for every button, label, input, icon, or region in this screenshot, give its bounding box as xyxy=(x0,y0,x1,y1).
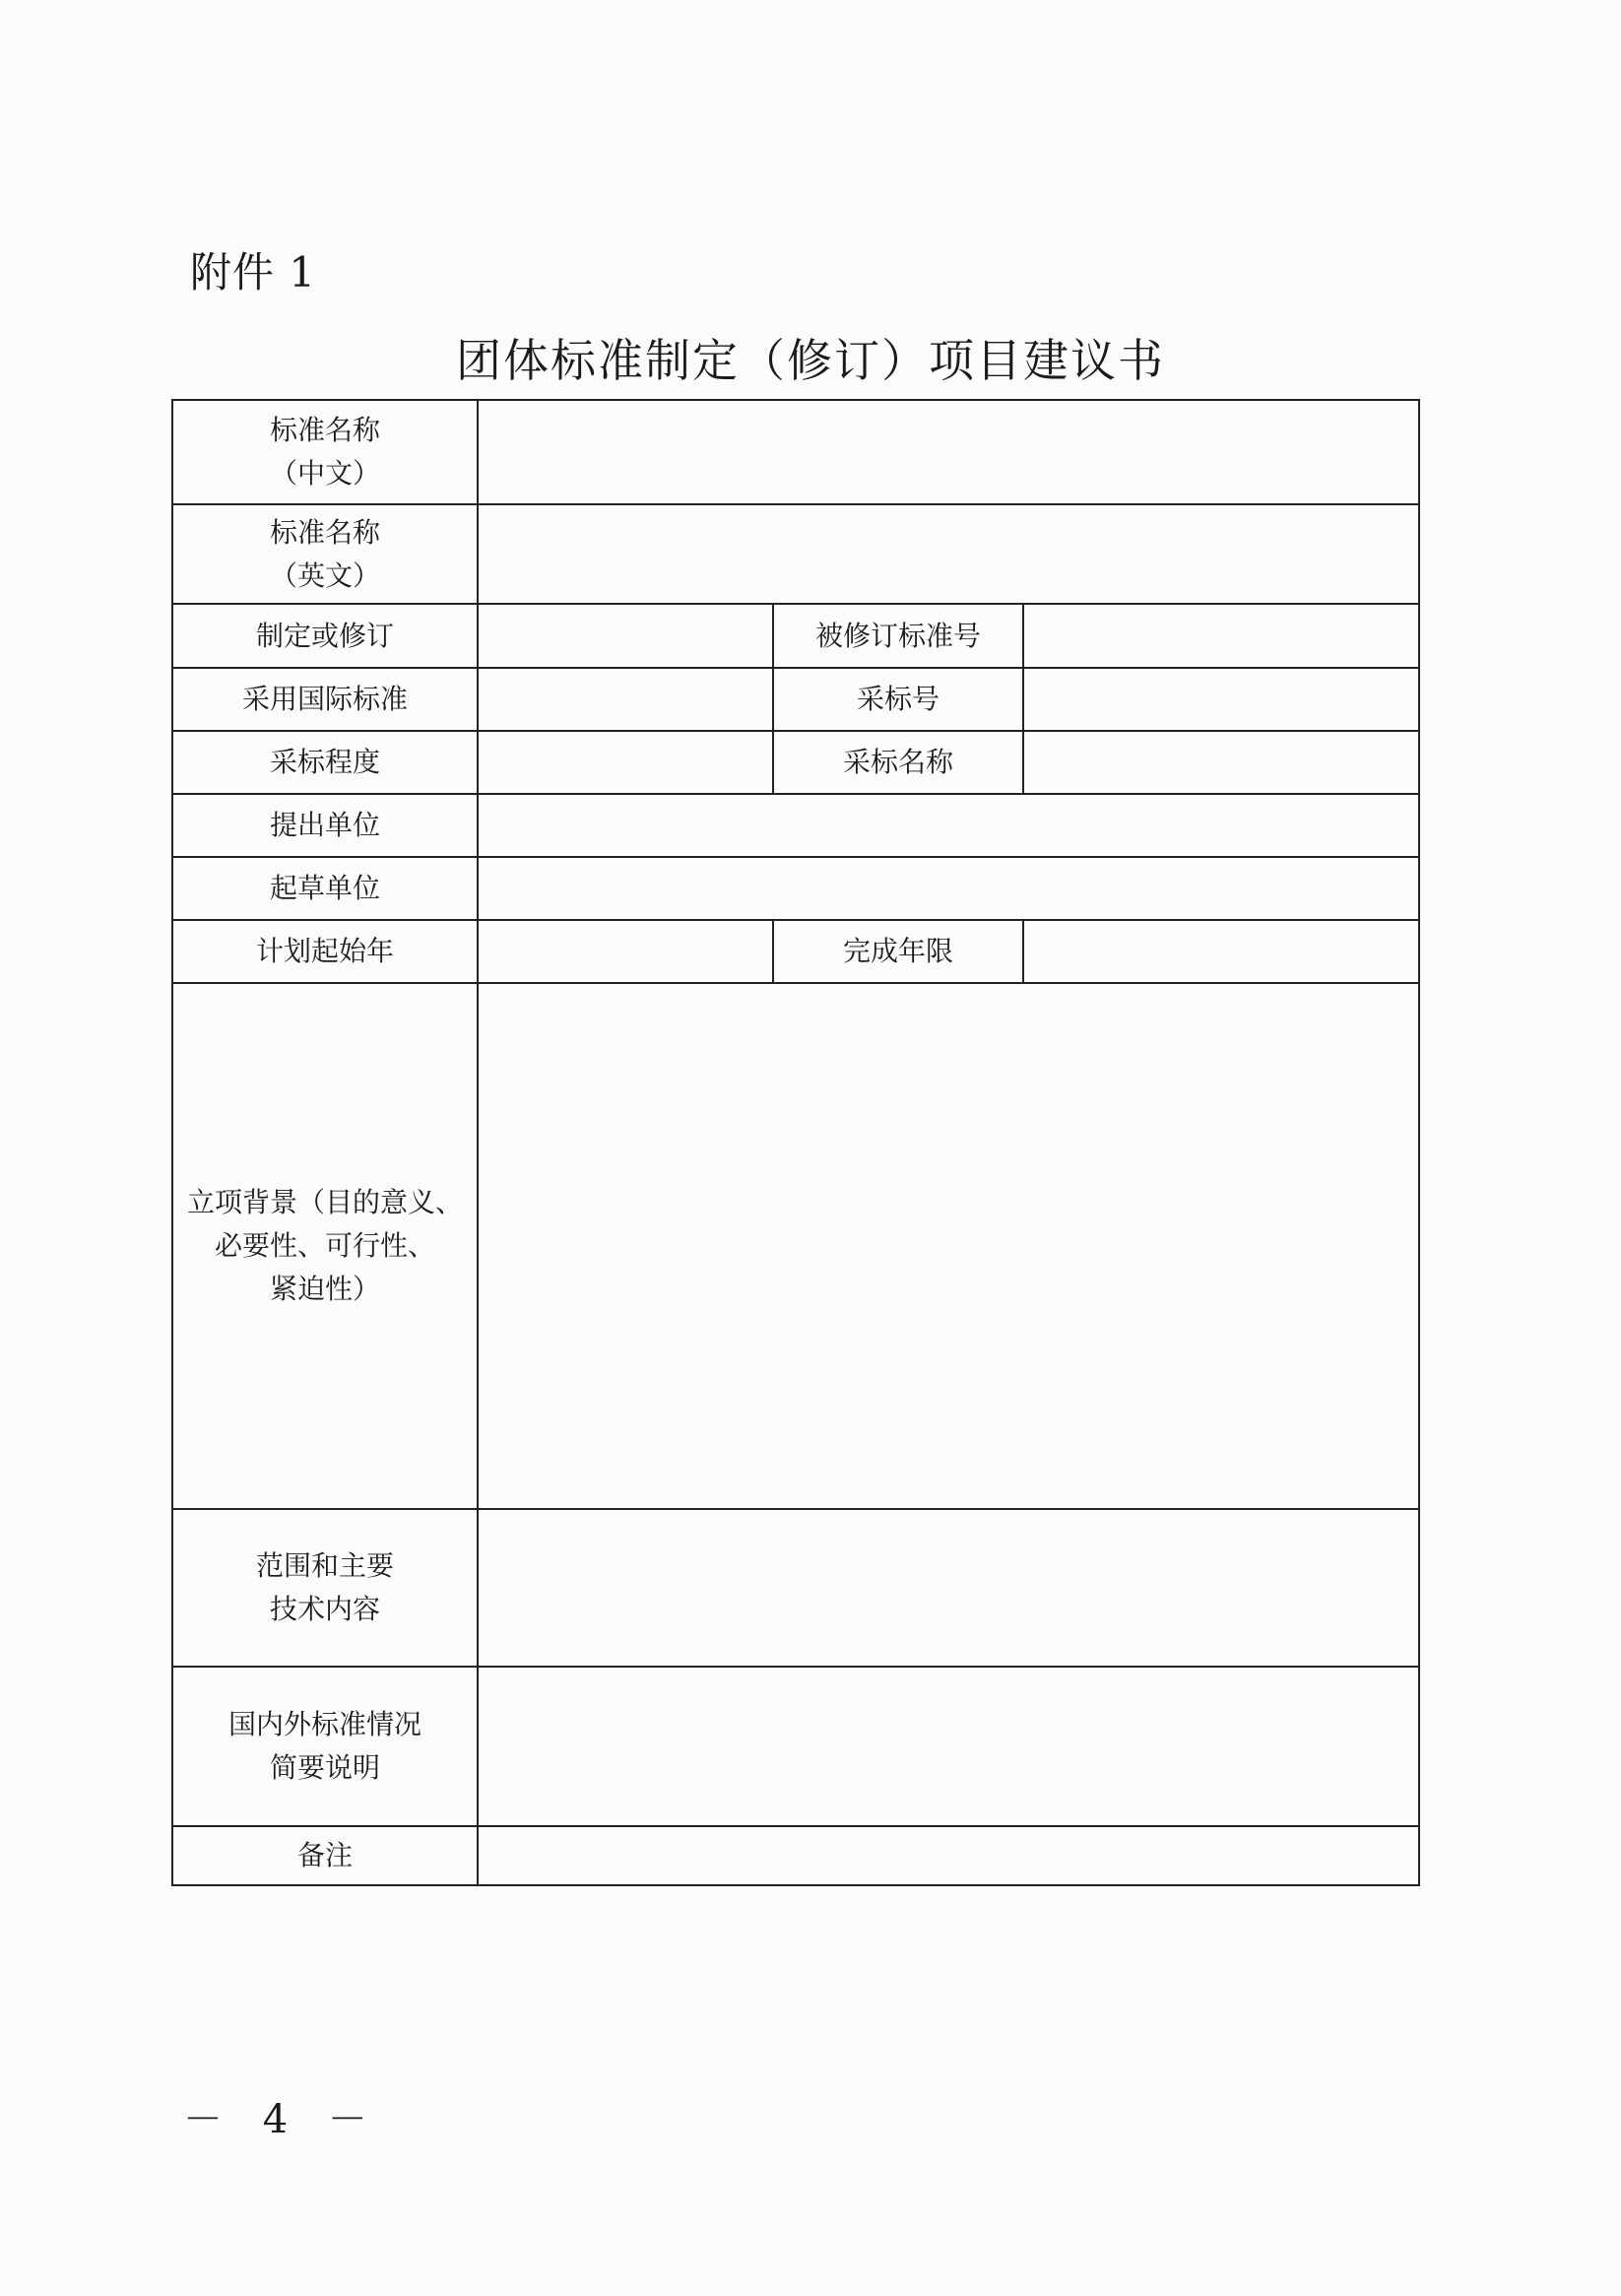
label-line: 技术内容 xyxy=(269,1593,380,1625)
field-establish-or-revise[interactable] xyxy=(478,604,773,668)
proposal-form-table xyxy=(171,399,1420,1886)
row-scope xyxy=(172,1509,1419,1667)
field-standards-situation[interactable] xyxy=(478,1667,1419,1826)
row-remarks xyxy=(172,1826,1419,1885)
label-line: 必要性、可行性、 xyxy=(214,1229,435,1262)
label-line: 立项背景（目的意义、 xyxy=(186,1186,463,1218)
field-international-standard[interactable] xyxy=(478,668,773,731)
row-standard-name-cn xyxy=(172,400,1419,504)
label-drafter: 起草单位 xyxy=(172,857,478,920)
field-adopted-standard-name[interactable] xyxy=(1023,731,1419,794)
label-adopted-standard-no: 采标号 xyxy=(773,668,1023,731)
field-standard-name-en[interactable] xyxy=(478,504,1419,604)
label-scope xyxy=(172,1509,478,1667)
row-proposer xyxy=(172,794,1419,857)
field-revised-standard-no[interactable] xyxy=(1023,604,1419,668)
field-remarks[interactable] xyxy=(478,1826,1419,1885)
attachment-label: 附件 1 xyxy=(190,248,317,296)
row-drafter xyxy=(172,857,1419,920)
label-line: 国内外标准情况 xyxy=(227,1708,421,1740)
label-line: 紧迫性） xyxy=(269,1273,380,1305)
page-number: － 4 － xyxy=(183,2097,381,2142)
label-establish-or-revise: 制定或修订 xyxy=(172,604,478,668)
label-line: 标准名称 xyxy=(269,515,380,549)
field-standard-name-cn[interactable] xyxy=(478,400,1419,504)
field-scope[interactable] xyxy=(478,1509,1419,1667)
field-adopted-standard-no[interactable] xyxy=(1023,668,1419,731)
row-project-background xyxy=(172,983,1419,1509)
row-international-standard xyxy=(172,668,1419,731)
label-line: 范围和主要 xyxy=(255,1549,394,1582)
label-international-standard: 采用国际标准 xyxy=(172,668,478,731)
label-project-background xyxy=(172,983,478,1509)
label-line: 简要说明 xyxy=(269,1751,380,1784)
row-standards-situation xyxy=(172,1667,1419,1826)
label-standard-name-cn xyxy=(172,400,478,504)
label-remarks: 备注 xyxy=(172,1826,478,1885)
label-adopted-standard-name: 采标名称 xyxy=(773,731,1023,794)
label-line: （中文） xyxy=(269,457,380,490)
label-revised-standard-no: 被修订标准号 xyxy=(773,604,1023,668)
field-project-background[interactable] xyxy=(478,983,1419,1509)
label-standard-name-en xyxy=(172,504,478,604)
row-adoption-degree xyxy=(172,731,1419,794)
field-drafter[interactable] xyxy=(478,857,1419,920)
label-line: （英文） xyxy=(269,558,380,592)
label-standards-situation xyxy=(172,1667,478,1826)
field-plan-start-year[interactable] xyxy=(478,920,773,983)
label-line: 标准名称 xyxy=(269,414,380,446)
field-adoption-degree[interactable] xyxy=(478,731,773,794)
field-proposer[interactable] xyxy=(478,794,1419,857)
row-establish-or-revise xyxy=(172,604,1419,668)
label-proposer: 提出单位 xyxy=(172,794,478,857)
document-title: 团体标准制定（修订）项目建议书 xyxy=(456,334,1165,387)
row-plan-years xyxy=(172,920,1419,983)
field-completion-deadline[interactable] xyxy=(1023,920,1419,983)
label-completion-deadline: 完成年限 xyxy=(773,920,1023,983)
row-standard-name-en xyxy=(172,504,1419,604)
label-plan-start-year: 计划起始年 xyxy=(172,920,478,983)
label-adoption-degree: 采标程度 xyxy=(172,731,478,794)
